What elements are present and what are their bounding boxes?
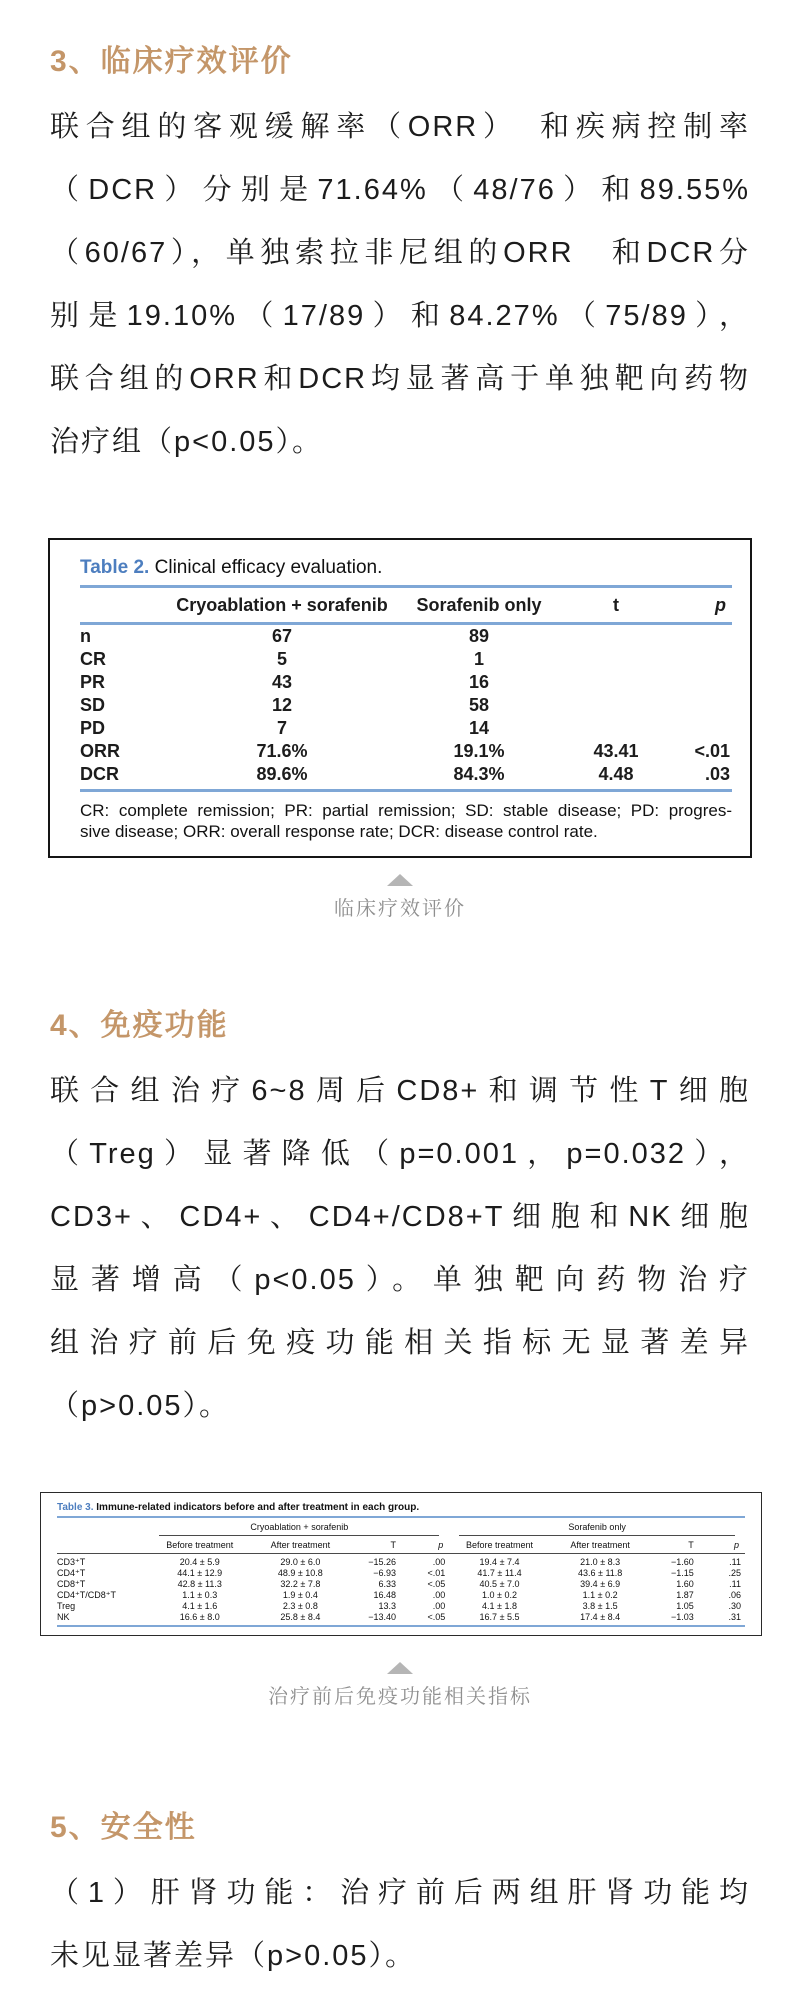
- table3-body: [57, 1554, 745, 1627]
- table3-group-sorafenib: [449, 1518, 745, 1536]
- table-cell: 19.1%: [453, 741, 505, 761]
- table-cell: −1.15: [671, 1568, 694, 1578]
- table2-title-label: Table 2.: [80, 557, 150, 578]
- table-cell: CD8⁺T: [57, 1579, 86, 1589]
- table-cell: CD4⁺T: [57, 1568, 86, 1578]
- table2-col-header-t: t: [570, 588, 662, 624]
- table3-group-combo-label: Cryoablation + sorafenib: [159, 1522, 439, 1536]
- text-line: （60/67），单独索拉非尼组的ORR 和DCR分: [50, 237, 750, 269]
- text-line: 治疗组（p<0.05）。: [50, 426, 324, 458]
- table-row: [80, 624, 732, 649]
- table-cell: .00: [432, 1590, 446, 1600]
- table-cell: [570, 624, 662, 649]
- table-cell: 4.48: [570, 763, 662, 791]
- table-cell: .00: [432, 1557, 446, 1567]
- text-line: 别是19.10%（17/89）和84.27%（75/89），: [50, 300, 750, 332]
- table-cell: DCR: [80, 763, 176, 791]
- section-4-heading: 4、免疫功能: [50, 1009, 229, 1042]
- table-cell: 40.5 ± 7.0: [479, 1579, 520, 1589]
- table2-col-header-combo: Cryoablation + sorafenib: [176, 588, 388, 624]
- table-cell: 3.8 ± 1.5: [582, 1601, 618, 1611]
- table-cell: −6.93: [373, 1568, 397, 1578]
- text-line: CD3+、CD4+、CD4+/CD8+T细胞和NK细胞: [50, 1201, 750, 1233]
- table2-title: [80, 556, 732, 588]
- table-cell: −13.40: [351, 1612, 404, 1626]
- table-cell: .11: [729, 1579, 741, 1589]
- table-cell: 2.3 ± 0.8: [282, 1601, 318, 1611]
- table2-col-header-p: p: [662, 588, 732, 624]
- table-cell: .06: [728, 1590, 741, 1600]
- table-cell: −15.26: [368, 1557, 397, 1567]
- table-row: [80, 671, 732, 694]
- table-cell: 43.6 ± 11.8: [578, 1568, 623, 1578]
- table-cell: −1.60: [671, 1557, 694, 1567]
- table-row: [57, 1568, 745, 1579]
- table-cell: [662, 694, 732, 717]
- table-cell: NK: [57, 1612, 149, 1626]
- table3-subheader-after-2: After treatment: [550, 1536, 651, 1554]
- table-cell: .00: [432, 1601, 446, 1611]
- table-cell: 1.60: [676, 1579, 694, 1589]
- table-cell: 5: [276, 649, 287, 669]
- text-line: 未见显著差异（p>0.05）。: [50, 1940, 417, 1972]
- table-cell: 42.8 ± 11.3: [177, 1579, 222, 1589]
- table-cell: 4.1 ± 1.8: [482, 1601, 518, 1611]
- table-cell: .11: [729, 1557, 741, 1567]
- table-cell: 21.0 ± 8.3: [580, 1557, 621, 1567]
- table-cell: 58: [468, 695, 490, 715]
- table3-caption: 治疗前后免疫功能相关指标: [268, 1686, 532, 1708]
- table-cell: 16.6 ± 8.0: [149, 1612, 250, 1626]
- table-cell: CD4⁺T/CD8⁺T: [57, 1590, 117, 1600]
- table2-footnote: [80, 800, 732, 842]
- table-cell: [662, 648, 732, 671]
- table2-col-header-sorafenib: Sorafenib only: [388, 588, 570, 624]
- table-cell: 1: [473, 649, 484, 669]
- table-cell: <.01: [427, 1568, 446, 1578]
- table-row: [57, 1579, 745, 1590]
- table-cell: −1.03: [650, 1612, 701, 1626]
- table-cell: <.05: [404, 1612, 449, 1626]
- table3-group-stub: [57, 1518, 149, 1536]
- table-cell: <.01: [694, 741, 730, 761]
- section-5-heading: 5、安全性: [50, 1811, 197, 1844]
- table2-caption: 临床疗效评价: [334, 898, 466, 920]
- table-cell: SD: [80, 695, 106, 715]
- table-cell: <.05: [427, 1579, 446, 1589]
- table-row: [80, 763, 732, 791]
- table-cell: 44.1 ± 12.9: [177, 1568, 223, 1578]
- table-cell: .30: [728, 1601, 741, 1611]
- table2-header-row: [80, 588, 732, 624]
- table-cell: [570, 717, 662, 740]
- table-cell: .25: [728, 1568, 741, 1578]
- table-cell: 6.33: [378, 1579, 397, 1589]
- table-cell: PR: [80, 672, 106, 692]
- table3-subheader-before-2: Before treatment: [449, 1536, 550, 1554]
- table-cell: CD3⁺T: [57, 1557, 86, 1567]
- table3-subheader-p-2: p: [702, 1536, 745, 1554]
- text-line: 联合组的客观缓解率（ORR） 和疾病控制率: [50, 111, 750, 143]
- table-cell: [662, 624, 732, 649]
- table3-subheader-after-1: After treatment: [250, 1536, 351, 1554]
- table3-title: [57, 1501, 745, 1518]
- table-cell: 84.3%: [388, 763, 570, 791]
- text-line: （DCR）分别是71.64%（48/76）和89.55%: [50, 174, 750, 206]
- text-line: 组治疗前后免疫功能相关指标无显著差异: [50, 1327, 750, 1359]
- table-cell: 14: [468, 718, 490, 738]
- table-cell: 1.87: [676, 1590, 694, 1600]
- table-cell: 16.48: [373, 1590, 397, 1600]
- table-cell: 25.8 ± 8.4: [250, 1612, 351, 1626]
- table-row: [80, 648, 732, 671]
- table-cell: 1.05: [676, 1601, 694, 1611]
- table-cell: 16: [468, 672, 490, 692]
- table2-body: [80, 624, 732, 791]
- table-cell: PD: [80, 718, 106, 738]
- table-cell: .03: [662, 763, 732, 791]
- table-cell: CR: [80, 649, 106, 669]
- section-4-paragraph: [50, 1060, 750, 1438]
- table-cell: 4.1 ± 1.6: [182, 1601, 218, 1611]
- table-cell: 13.3: [378, 1601, 397, 1611]
- table-cell: 1.1 ± 0.3: [182, 1590, 218, 1600]
- table2-figure: [48, 538, 752, 858]
- table-cell: [570, 648, 662, 671]
- table-cell: 48.9 ± 10.8: [277, 1568, 323, 1578]
- table-cell: 67: [271, 626, 293, 646]
- table-cell: 32.2 ± 7.8: [280, 1579, 321, 1589]
- table-row: [57, 1612, 745, 1626]
- table3-title-text: Immune-related indicators before and after treatment in each group.: [96, 1502, 420, 1513]
- table-cell: 29.0 ± 6.0: [280, 1557, 321, 1567]
- table3-subheader-before-1: Before treatment: [149, 1536, 250, 1554]
- table3-group-combo: [149, 1518, 449, 1536]
- table3-group-sorafenib-label: Sorafenib only: [459, 1522, 735, 1536]
- table-cell: 16.7 ± 5.5: [449, 1612, 550, 1626]
- table2: [80, 588, 732, 792]
- table-cell: 41.7 ± 11.4: [477, 1568, 522, 1578]
- table-cell: 89: [468, 626, 490, 646]
- table-cell: 1.1 ± 0.2: [582, 1590, 618, 1600]
- text-line: （p>0.05）。: [50, 1390, 231, 1422]
- table-cell: [570, 671, 662, 694]
- table-cell: 19.4 ± 7.4: [479, 1557, 520, 1567]
- table-cell: 1.0 ± 0.2: [482, 1590, 518, 1600]
- table-cell: 20.4 ± 5.9: [179, 1557, 220, 1567]
- table-row: [57, 1601, 745, 1612]
- section-3-paragraph: [50, 96, 750, 474]
- table3-subheader-stub: [57, 1536, 149, 1554]
- table-cell: 89.6%: [176, 763, 388, 791]
- table3-subheader-T-2: T: [650, 1536, 701, 1554]
- table3-subheader-row: [57, 1536, 745, 1554]
- table-cell: .31: [702, 1612, 745, 1626]
- section-5-paragraph: [50, 1862, 750, 1988]
- table-row: [80, 740, 732, 763]
- table-cell: 43.41: [593, 741, 639, 761]
- triangle-up-icon: [387, 874, 413, 886]
- table-cell: Treg: [57, 1601, 76, 1611]
- table3-figure: [40, 1492, 762, 1636]
- table-row: [80, 694, 732, 717]
- table2-col-header-stub: [80, 588, 176, 624]
- table-cell: 12: [271, 695, 293, 715]
- table3-subheader-T-1: T: [351, 1536, 404, 1554]
- table-cell: 39.4 ± 6.9: [580, 1579, 621, 1589]
- text-line: （1）肝肾功能：治疗前后两组肝肾功能均: [50, 1877, 750, 1909]
- table-cell: [662, 671, 732, 694]
- table2-title-text: Clinical efficacy evaluation.: [154, 557, 383, 578]
- table-row: [80, 717, 732, 740]
- text-line: 联合组的ORR和DCR均显著高于单独靶向药物: [50, 363, 750, 395]
- text-line: 联合组治疗6~8周后CD8+和调节性T细胞: [50, 1075, 750, 1107]
- table3: [57, 1518, 745, 1627]
- table-cell: [662, 717, 732, 740]
- table-cell: 17.4 ± 8.4: [550, 1612, 651, 1626]
- triangle-up-icon: [387, 1662, 413, 1674]
- section-3-heading: 3、临床疗效评价: [50, 45, 293, 78]
- text-line: 显著增高（p<0.05）。单独靶向药物治疗: [50, 1264, 750, 1296]
- table3-title-label: Table 3.: [57, 1502, 94, 1513]
- table-cell: [570, 694, 662, 717]
- text-line: CR: complete remission; PR: partial remission; SD: stable disease; PD: progres-: [80, 801, 732, 820]
- table-cell: 71.6%: [256, 741, 308, 761]
- table-cell: ORR: [80, 741, 120, 761]
- table3-subheader-p-1: p: [404, 1536, 449, 1554]
- table-cell: 43: [271, 672, 293, 692]
- text-line: （Treg）显著降低（p=0.001，p=0.032），: [50, 1138, 750, 1170]
- table-row: [57, 1554, 745, 1569]
- table3-group-header-row: [57, 1518, 745, 1536]
- table-cell: 1.9 ± 0.4: [282, 1590, 318, 1600]
- table-cell: n: [80, 626, 91, 646]
- table-cell: 7: [276, 718, 287, 738]
- text-line: sive disease; ORR: overall response rate; DCR: disease control rate.: [80, 822, 598, 841]
- table-row: [57, 1590, 745, 1601]
